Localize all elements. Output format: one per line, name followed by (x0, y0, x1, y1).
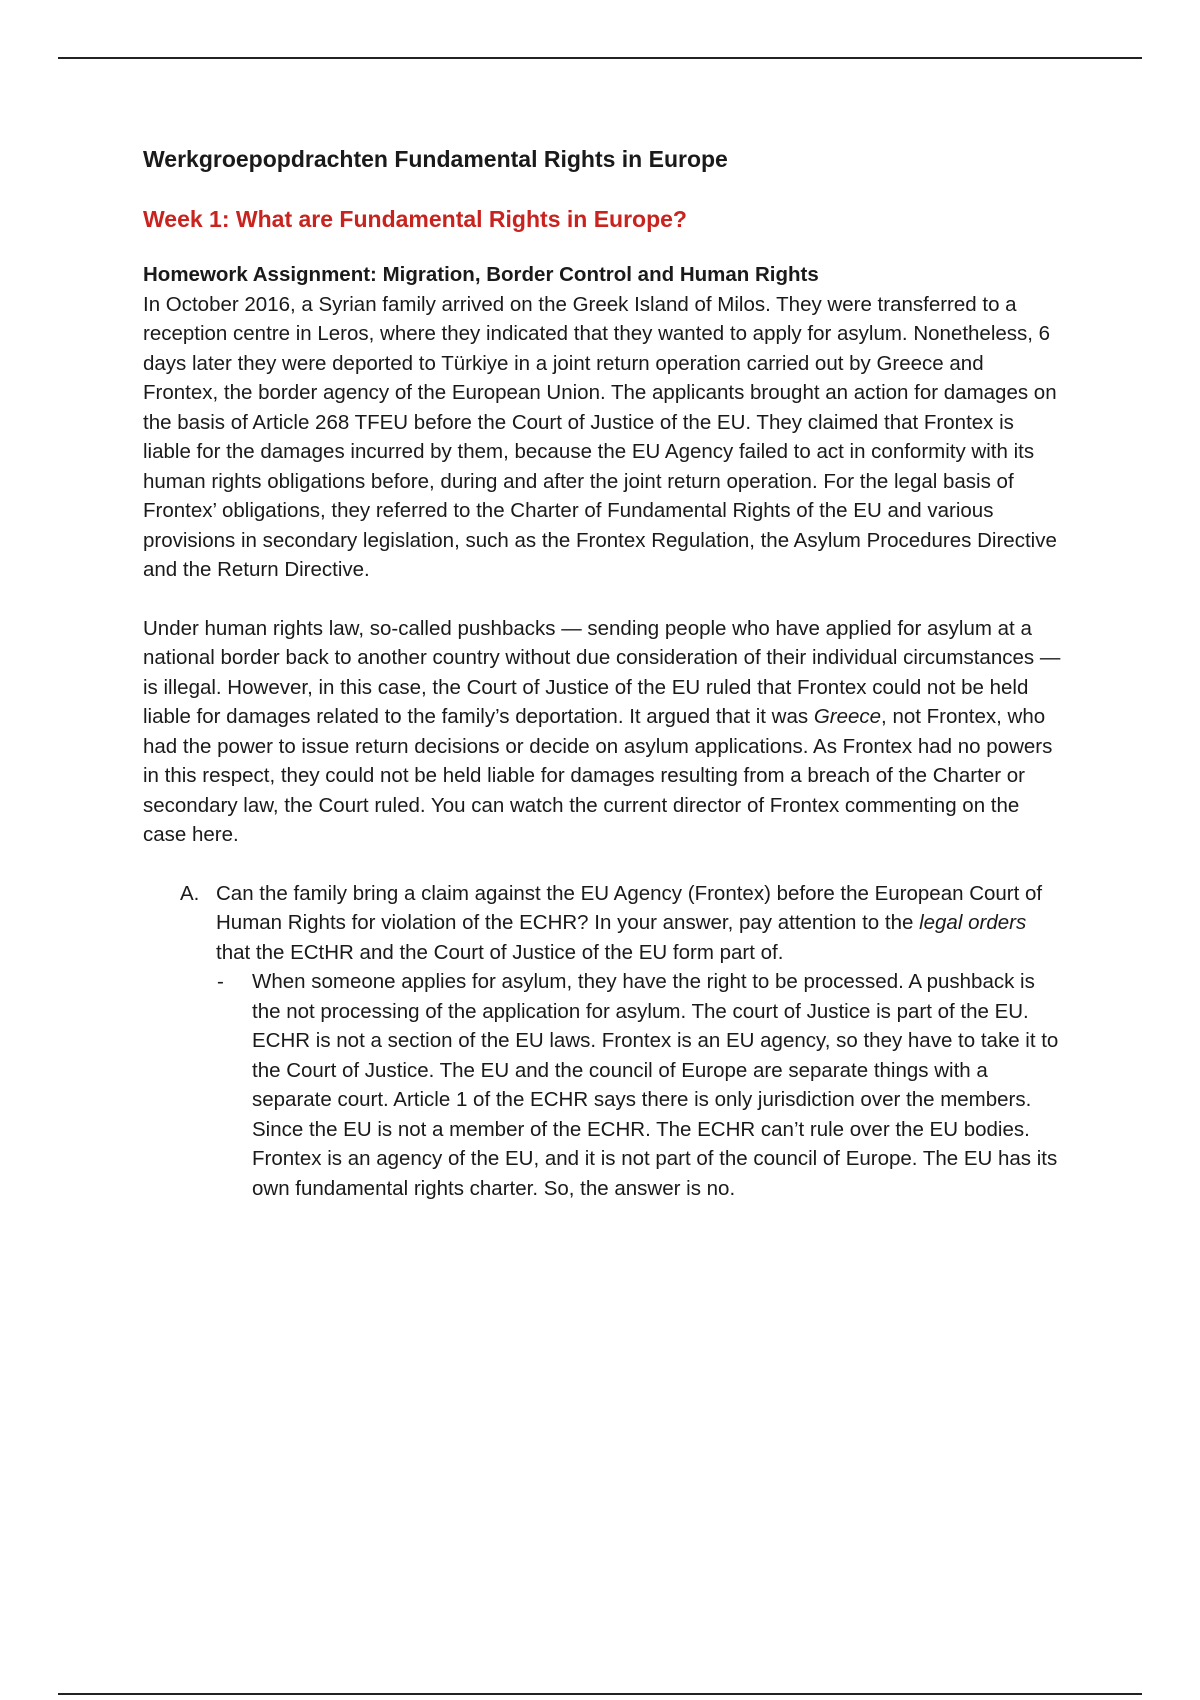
pushback-paragraph-end: , not Frontex, who had the power to issue return decisions or decide on asylum applications. As Frontex had no powers in this respect, they could not be held liable for damages resulting from a breach of the Charter or secondary law, the Court ruled. You can watch the current director of Frontex commenting on the case here. (143, 705, 1053, 846)
question-a-text-end: that the ECtHR and the Court of Justice of the EU form part of. (216, 940, 784, 964)
header-rule (58, 57, 1142, 59)
question-a-text-start: Can the family bring a claim against the EU Agency (Frontex) before the European Court of Human Rights for violation of the ECHR? In your answer, pay attention to the (216, 881, 1043, 934)
pushback-paragraph-italic: Greece (813, 705, 882, 728)
pushback-paragraph (143, 614, 1063, 850)
assignment-heading: Homework Assignment: Migration, Border Control and Human Rights (143, 263, 819, 286)
answer-a-bullet: - (217, 970, 224, 993)
answer-a-text: When someone applies for asylum, they have the right to be processed. A pushback is the not processing of the application for asylum. The court of Justice is part of the EU. ECHR is not a section of the EU laws. Frontex is an EU agency, so they have to take it to the Court of Justice. The EU and the council of Europe are separate things with a separate court. Article 1 of the ECHR says there is only jurisdiction over the members. Since the EU is not a member of the ECHR. The ECHR can’t rule over the EU bodies. Frontex is an agency of the EU, and it is not part of the council of Europe. The EU has its own fundamental rights charter. So, the answer is no. (252, 970, 1059, 1200)
question-a-italic: legal orders (919, 911, 1027, 934)
footer-rule (58, 1693, 1142, 1695)
week-heading: Week 1: What are Fundamental Rights in Europe? (143, 206, 687, 232)
document-title: Werkgroepopdrachten Fundamental Rights in Europe (143, 146, 728, 172)
question-a-marker: A. (180, 881, 200, 905)
intro-paragraph: In October 2016, a Syrian family arrived on the Greek Island of Milos. They were transferred to a reception centre in Leros, where they indicated that they wanted to apply for asylum. Nonetheless, 6 days later they were deported to Türkiye in a joint return operation carried out by Greece and Frontex, the border agency of the European Union. The applicants brought an action for damages on the basis of Article 268 TFEU before the Court of Justice of the EU. They claimed that Frontex is liable for the damages incurred by them, because the EU Agency failed to act in conformity with its human rights obligations before, during and after the joint return operation. For the legal basis of Frontex’ obligations, they referred to the Charter of Fundamental Rights of the EU and various provisions in secondary legislation, such as the Frontex Regulation, the Asylum Procedures Directive and the Return Directive. (143, 292, 1057, 581)
answer-a (143, 967, 1063, 1203)
question-a (143, 879, 1063, 968)
document-body (143, 140, 1063, 1203)
pushback-paragraph-start: Under human rights law, so-called pushbacks — sending people who have applied for asylum at a national border back to another country without due consideration of their individual circumstances — is illegal. However, in this case, the Court of Justice of the EU ruled that Frontex could not be held liable for damages related to the family’s deportation. It argued that it was (143, 616, 1061, 728)
